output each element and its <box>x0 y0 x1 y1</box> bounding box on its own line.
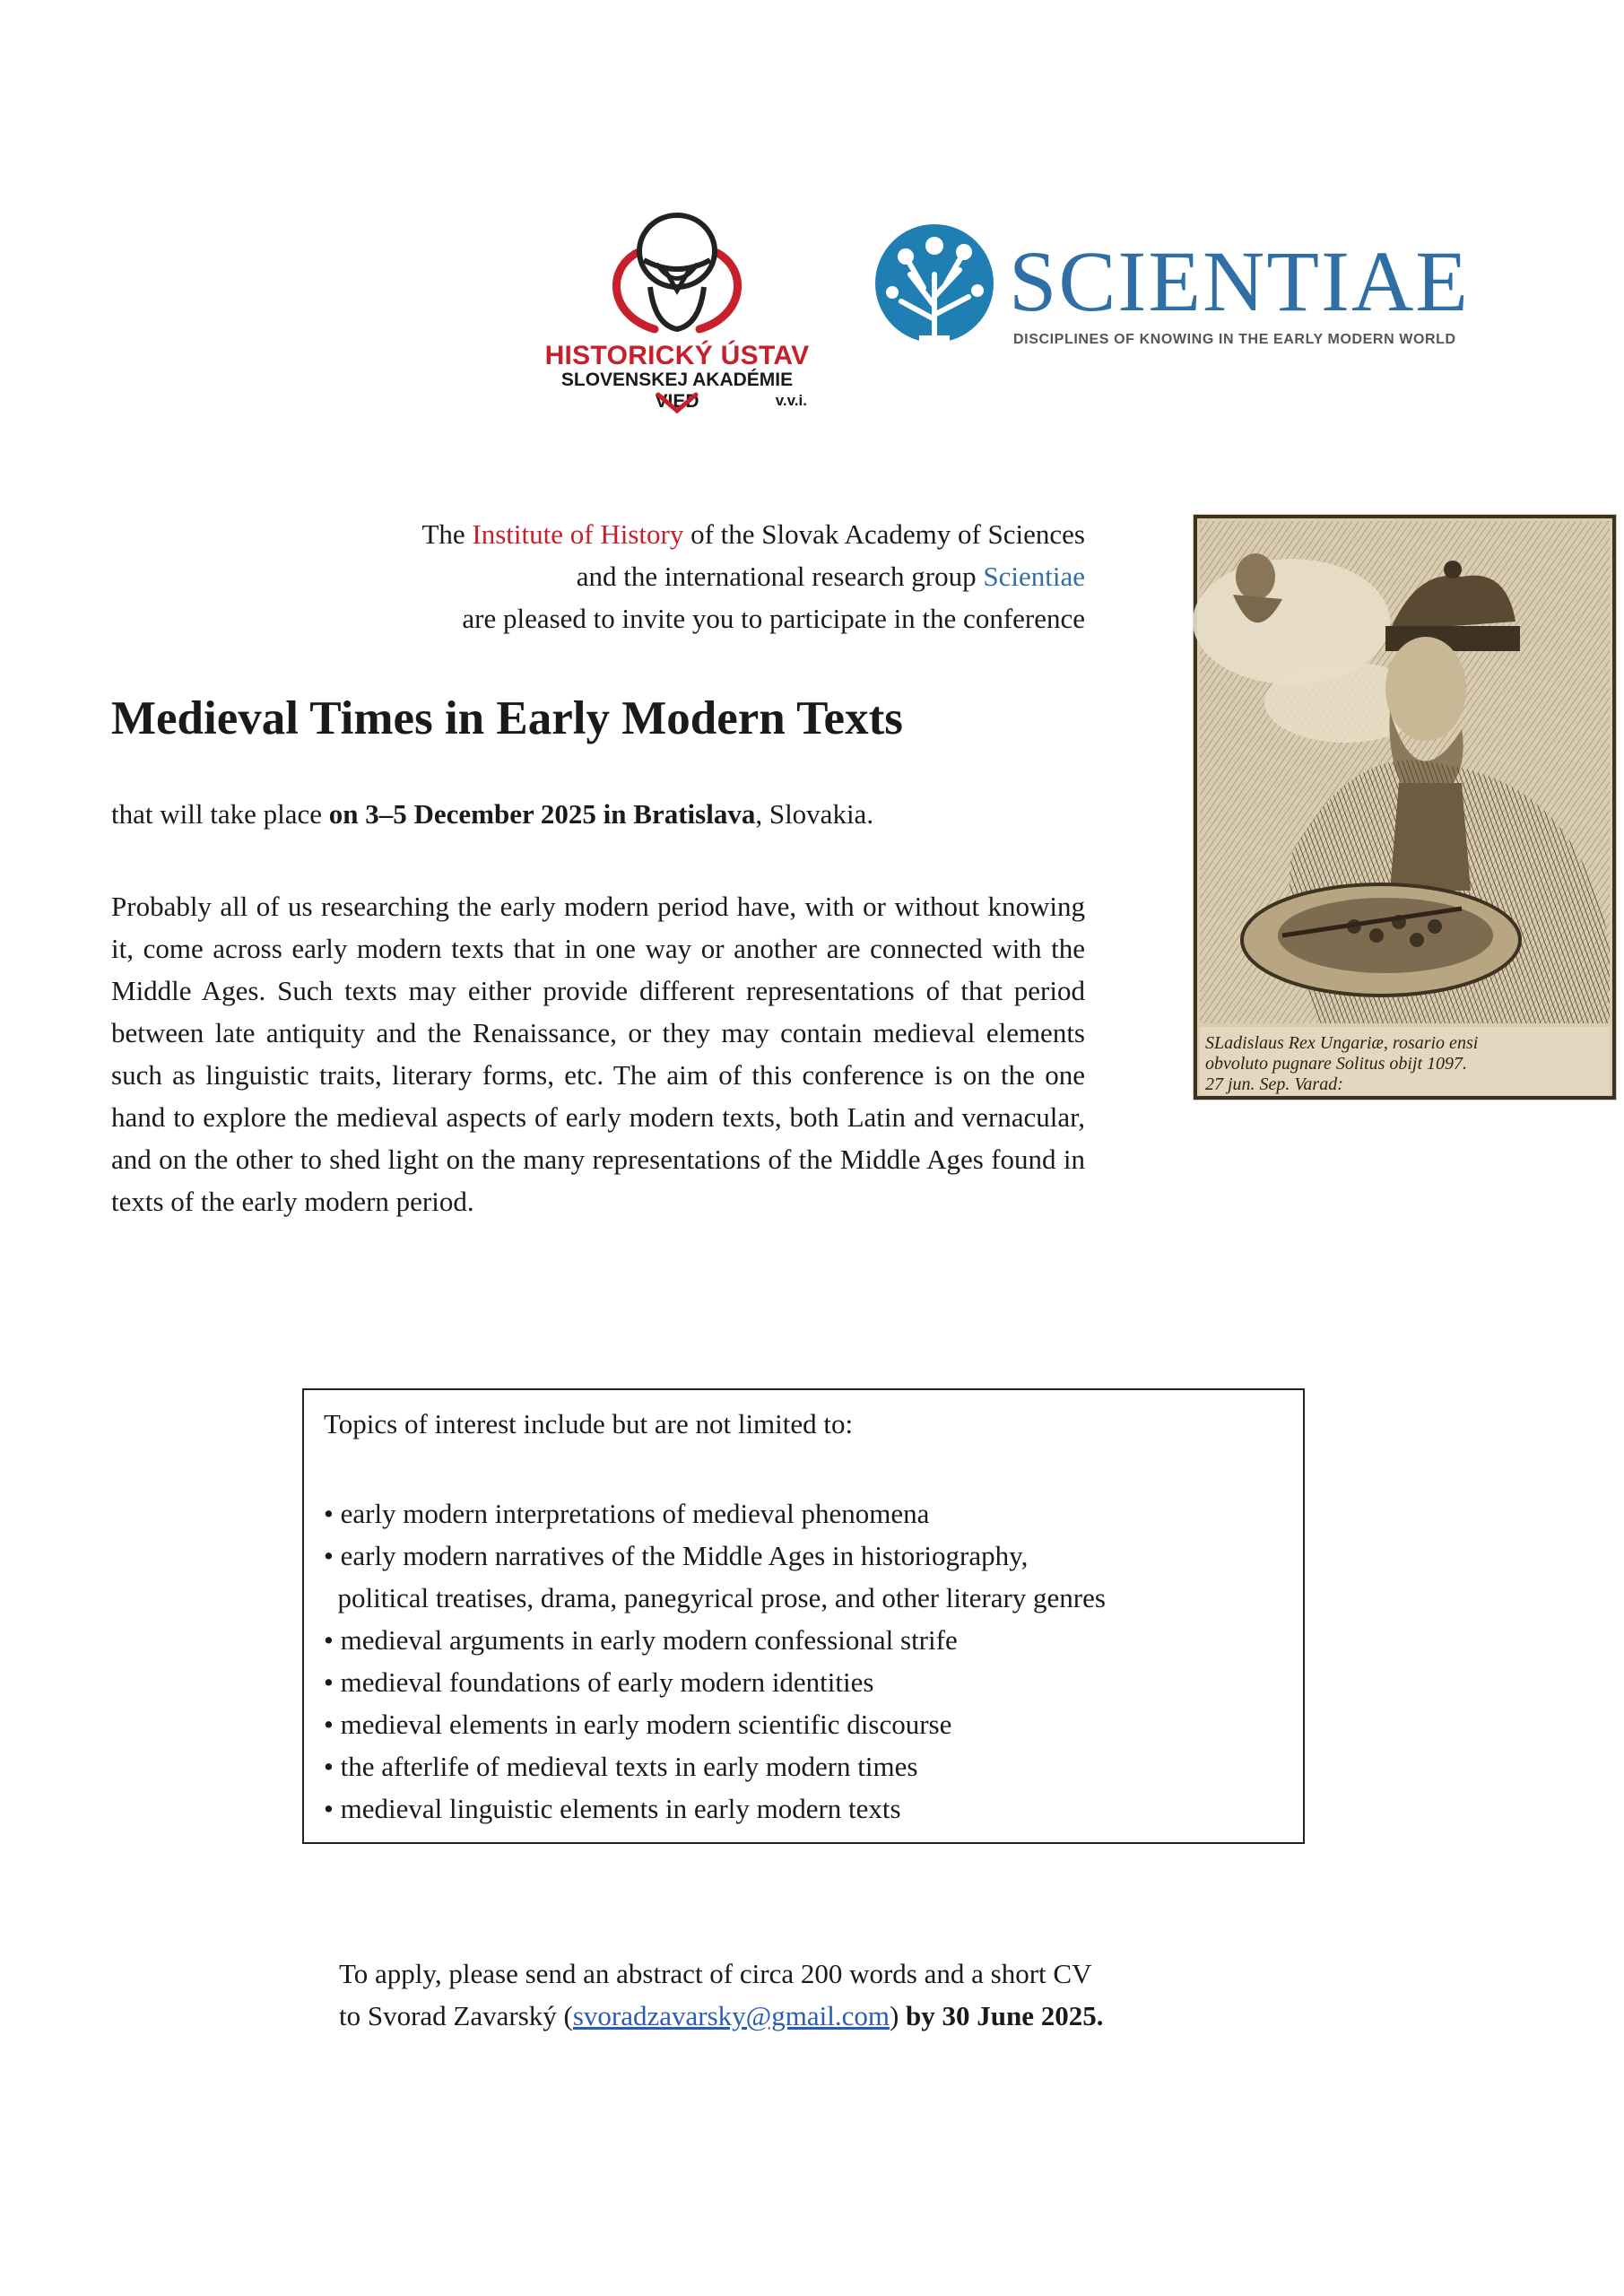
historicky-ustav-name: HISTORICKÝ ÚSTAV <box>544 341 810 370</box>
scientiae-tagline: DISCIPLINES OF KNOWING IN THE EARLY MODERN WORLD <box>1013 332 1456 347</box>
intro-line-1 <box>421 518 1085 551</box>
deadline-text: by 30 June 2025. <box>906 2000 1104 2031</box>
scientiae-title: SCIENTIAE <box>1009 233 1470 329</box>
topics-list <box>324 1492 1301 1830</box>
intro-text: and the international research group <box>576 561 984 592</box>
historicky-ustav-subtitle: SLOVENSKEJ AKADÉMIE VIED <box>560 370 794 412</box>
intro-line-3: are pleased to invite you to participate in the conference <box>462 603 1085 634</box>
apply-line-1: To apply, please send an abstract of circa 200 words and a short CV <box>339 1958 1092 1989</box>
apply-text: to Svorad Zavarský ( <box>339 2000 573 2031</box>
conference-date-line <box>111 798 873 831</box>
date-text: that will take place <box>111 798 329 830</box>
owl-icon <box>601 208 753 343</box>
topic-item: • early modern narratives of the Middle Ages in historiography, <box>324 1540 1029 1571</box>
topics-box <box>302 1388 1305 1844</box>
scientiae-logo <box>870 221 1489 364</box>
portrait-caption-3: 27 jun. Sep. Varad: <box>1205 1074 1343 1094</box>
topic-item: • early modern interpretations of medieval phenomena <box>324 1498 930 1529</box>
apply-line-2 <box>339 2000 1104 2032</box>
date-bold: on 3–5 December 2025 in Bratislava <box>328 798 756 830</box>
portrait-engraving <box>1193 514 1617 1100</box>
portrait-caption-2: obvoluto pugnare Solitus obijt 1097. <box>1205 1054 1468 1074</box>
email-link[interactable]: svoradzavarsky@gmail.com <box>572 2000 890 2031</box>
intro-text: of the Slovak Academy of Sciences <box>683 518 1085 550</box>
red-chevron-icon <box>655 391 699 414</box>
date-text: , Slovakia. <box>755 798 874 830</box>
intro-text: The <box>421 518 473 550</box>
topic-item: • the afterlife of medieval texts in early modern times <box>324 1751 918 1782</box>
topic-item: • medieval linguistic elements in early modern texts <box>324 1793 901 1824</box>
tree-icon <box>870 221 1000 355</box>
scientiae-link-text: Scientiae <box>983 561 1085 592</box>
topic-item: • medieval foundations of early modern identities <box>324 1666 874 1698</box>
apply-text: ) <box>889 2000 907 2031</box>
king-ladislaus-engraving <box>1193 514 1617 1100</box>
topic-item-continuation: political treatises, drama, panegyrical prose, and other literary genres <box>324 1582 1106 1613</box>
portrait-caption-1: SLadislaus Rex Ungariæ, rosario ensi <box>1205 1033 1479 1053</box>
historicky-ustav-vvi: v.v.i. <box>775 392 807 409</box>
institute-link-text: Institute of History <box>472 518 684 550</box>
topic-item: • medieval arguments in early modern confessional strife <box>324 1624 958 1656</box>
intro-line-2 <box>577 561 1085 593</box>
conference-title: Medieval Times in Early Modern Texts <box>111 692 903 744</box>
topic-item: • medieval elements in early modern scientific discourse <box>324 1709 952 1740</box>
historicky-ustav-logo <box>538 208 825 414</box>
topics-heading: Topics of interest include but are not limited to: <box>324 1408 854 1439</box>
conference-description: Probably all of us researching the early modern period have, with or without knowing it, come across early modern texts that in one way or another are connected with the Middle Ages. Such texts may either provide different representations of that period between late antiquity and the Renaissance, or they may contain medieval elements such as linguistic traits, literary forms, etc. The aim of this conference is on the one hand to explore the medieval aspects of early modern texts, both Latin and vernacular, and on the other to shed light on the many representations of the Middle Ages found in texts of the early modern period. <box>111 891 1085 1217</box>
